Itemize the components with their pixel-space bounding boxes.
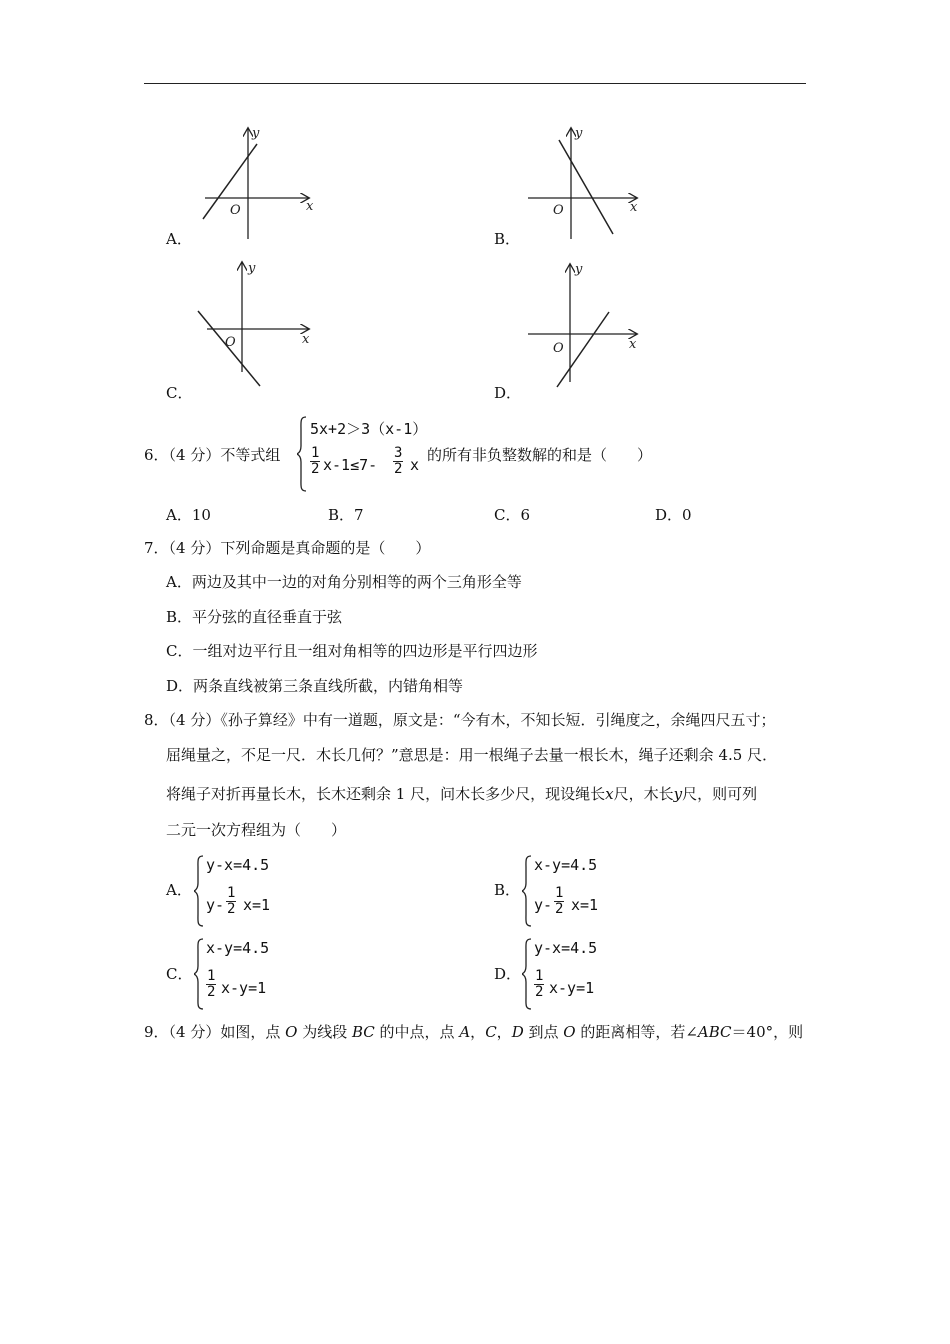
q9-var-a: A (459, 1023, 471, 1041)
q6-header (144, 445, 280, 465)
q9-line-1 (144, 1021, 803, 1043)
q8-points: （4 分） (168, 711, 221, 729)
q8-line-3-mid: 尺，木长 (613, 785, 674, 803)
q9-text: 为线段 (297, 1023, 352, 1041)
axis-y-label: y (575, 262, 583, 277)
q6-frac-2-num: 3 (394, 445, 403, 461)
q7-option-d: D．两条直线被第三条直线所截，内错角相等 (166, 677, 464, 695)
q8-option-d-letter: D． (494, 965, 522, 983)
origin-label: O (230, 203, 241, 218)
q9-var-o: O (563, 1023, 576, 1041)
q8-option-d-eq2-post: x-y=1 (549, 979, 595, 997)
q9-number: 9． (144, 1023, 169, 1041)
axis-x-label: x (306, 199, 314, 214)
q8-option-c-eq2-post: x-y=1 (221, 979, 267, 997)
q9-var-d: D (511, 1023, 524, 1041)
q6-stem-post: 的所有非负整数解的和是（ ） (427, 446, 653, 464)
origin-label: O (553, 341, 564, 356)
q8-line-3-pre: 将绳子对折再量长木，长木还剩余 1 尺，问木长多少尺，现设绳长 (166, 785, 606, 803)
q7-stem: 下列命题是真命题的是（ ） (220, 539, 431, 557)
q6-brace (297, 416, 307, 492)
origin-label: O (225, 335, 236, 350)
option-a-label: A． (166, 230, 192, 248)
q9-var-o: O (285, 1023, 298, 1041)
q6-number: 6． (144, 446, 169, 464)
option-d-label: D． (494, 384, 522, 402)
q6-option-d: D．0 (655, 506, 692, 524)
option-b-label: B． (494, 230, 521, 248)
q7-option-c: C．一组对边平行且一组对角相等的四边形是平行四边形 (166, 642, 538, 660)
q8-line-1 (144, 709, 776, 731)
q9-var-c: C (485, 1023, 497, 1041)
q8-option-a-brace (194, 855, 204, 927)
axis-x-label: x (302, 332, 310, 347)
q8-option-a-eq2-post: x=1 (243, 896, 271, 914)
option-c-label: C． (166, 384, 193, 402)
q6-inequality-2-tail: x (410, 456, 420, 474)
q7-number: 7． (144, 539, 169, 557)
q8-option-c-eq1: x-y=4.5 (206, 939, 270, 957)
q8-line-3-post: 尺，则可列 (682, 785, 758, 803)
q8-option-c-frac (206, 969, 216, 1000)
q9-text: ＝40°，则 (731, 1023, 804, 1041)
q8-line-4: 二元一次方程组为（ ） (166, 821, 347, 839)
q6-inequality-2-mid: x-1≤7- (323, 456, 378, 474)
frac-num: 1 (535, 968, 544, 984)
graph-option-c (195, 260, 325, 390)
q6-points: （4 分） (168, 446, 221, 464)
q9-text: ， (496, 1023, 512, 1041)
frac-den: 2 (535, 984, 544, 1000)
frac-num: 1 (555, 885, 564, 901)
axis-y-label: y (248, 261, 256, 276)
q7-option-b: B．平分弦的直径垂直于弦 (166, 608, 343, 626)
q8-option-a-eq2-pre: y- (206, 896, 225, 914)
frac-den: 2 (555, 901, 564, 917)
q8-option-a-letter: A． (166, 881, 192, 899)
frac-den: 2 (207, 984, 216, 1000)
q8-var-x: x (605, 785, 614, 803)
q8-option-c-letter: C． (166, 965, 193, 983)
q6-frac-2 (393, 446, 403, 477)
graph-option-b (523, 122, 653, 242)
q8-line-2: 屈绳量之，不足一尺．木长几何？”意思是：用一根绳子去量一根长木，绳子还剩余 4.5 尺． (166, 746, 778, 764)
axis-y-label: y (575, 126, 583, 141)
q6-frac-1-den: 2 (311, 461, 320, 477)
header-rule (144, 83, 806, 84)
q7-header (144, 538, 430, 558)
axis-y-label: y (252, 126, 260, 141)
frac-num: 1 (227, 885, 236, 901)
q6-option-b: B．7 (328, 506, 364, 524)
q6-frac-1 (310, 446, 320, 477)
origin-label: O (553, 203, 564, 218)
q7-option-a: A．两边及其中一边的对角分别相等的两个三角形全等 (166, 573, 522, 591)
frac-num: 1 (207, 968, 216, 984)
q8-var-y: y (673, 785, 683, 803)
q8-option-b-letter: B． (494, 881, 521, 899)
q8-option-b-frac (554, 886, 564, 917)
q6-inequality-1: 5x+2＞3（x-1） (310, 420, 428, 438)
q8-line-1-text: 《孙子算经》中有一道题，原文是：“今有木，不知长短．引绳度之，余绳四尺五寸； (220, 711, 776, 729)
q9-text: 的距离相等，若∠ (575, 1023, 698, 1041)
q9-points: （4 分） (168, 1023, 221, 1041)
q8-number: 8． (144, 711, 169, 729)
q8-line-3 (166, 783, 757, 805)
q9-text: 的中点，点 (374, 1023, 460, 1041)
q9-text: 如图，点 (220, 1023, 286, 1041)
q8-option-d-brace (522, 938, 532, 1010)
q8-option-b-eq2-post: x=1 (571, 896, 599, 914)
q9-text: 到点 (523, 1023, 564, 1041)
axis-x-label: x (630, 200, 638, 215)
q6-option-a: A．10 (166, 506, 211, 524)
q8-option-d-eq1: y-x=4.5 (534, 939, 598, 957)
q8-option-b-brace (522, 855, 532, 927)
q6-frac-1-num: 1 (311, 445, 320, 461)
q8-option-b-eq2-pre: y- (534, 896, 553, 914)
graph-option-a (195, 122, 325, 242)
q6-stem-pre: 不等式组 (220, 446, 281, 464)
graph-option-d (523, 260, 653, 390)
q8-option-b-eq1: x-y=4.5 (534, 856, 598, 874)
q8-option-a-eq1: y-x=4.5 (206, 856, 270, 874)
q9-var-bc: BC (352, 1023, 375, 1041)
axis-x-label: x (629, 337, 637, 352)
q8-option-c-brace (194, 938, 204, 1010)
q6-frac-2-den: 2 (394, 461, 403, 477)
q9-var-abc: ABC (697, 1023, 732, 1041)
q9-text: ， (470, 1023, 486, 1041)
q7-points: （4 分） (168, 539, 221, 557)
frac-den: 2 (227, 901, 236, 917)
q8-option-a-frac (226, 886, 236, 917)
q8-option-d-frac (534, 969, 544, 1000)
q6-option-c: C．6 (494, 506, 531, 524)
